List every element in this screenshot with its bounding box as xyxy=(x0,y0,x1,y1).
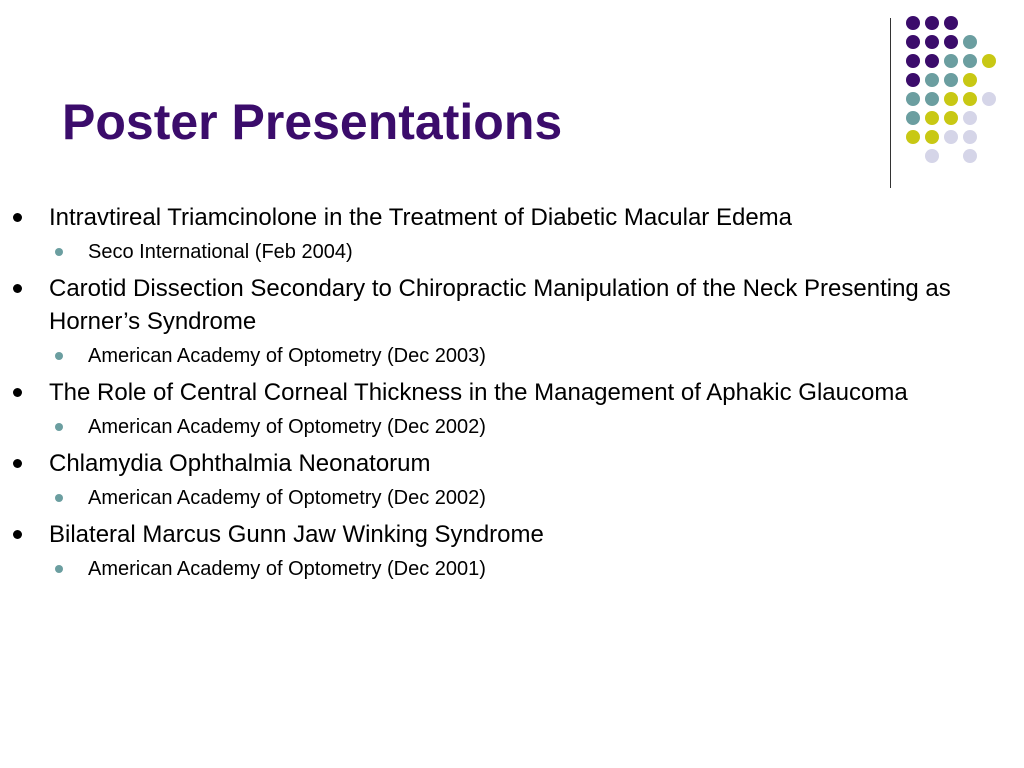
decorative-dot xyxy=(906,130,920,144)
bullet-item-1 xyxy=(0,201,1024,234)
bullet-item-3 xyxy=(0,376,1024,409)
decorative-dot xyxy=(906,92,920,106)
sub-bullet-item-2 xyxy=(0,342,1024,370)
decorative-dot xyxy=(906,35,920,49)
slide-title: Poster Presentations xyxy=(62,94,563,150)
sub-bullet-item-1 xyxy=(0,238,1024,266)
presentation-title: Intravtireal Triamcinolone in the Treatment of Diabetic Macular Edema xyxy=(49,204,793,231)
sub-bullet-item-5 xyxy=(0,555,1024,583)
presentation-venue: American Academy of Optometry (Dec 2001) xyxy=(88,558,486,580)
decorative-dot xyxy=(944,16,958,30)
decorative-dot xyxy=(906,111,920,125)
decorative-dot xyxy=(963,54,977,68)
presentation-title: Bilateral Marcus Gunn Jaw Winking Syndrome xyxy=(49,521,544,548)
sub-bullet-item-3 xyxy=(0,413,1024,441)
presentation-title: The Role of Central Corneal Thickness in the Management of Aphakic Glaucoma xyxy=(49,379,908,406)
decorative-dot xyxy=(944,54,958,68)
decorative-dot xyxy=(925,130,939,144)
decorative-dot xyxy=(963,130,977,144)
decorative-dot xyxy=(982,54,996,68)
bullet-item-4 xyxy=(0,447,1024,480)
sub-bullet-icon xyxy=(55,494,63,502)
decorative-dot xyxy=(982,92,996,106)
bullet-icon xyxy=(13,459,22,468)
bullet-list xyxy=(0,197,1024,589)
sub-bullet-icon xyxy=(55,565,63,573)
title-divider-line xyxy=(890,18,891,188)
decorative-dot xyxy=(944,35,958,49)
decorative-dot xyxy=(944,111,958,125)
decorative-dot xyxy=(925,92,939,106)
decorative-dot xyxy=(963,111,977,125)
bullet-icon xyxy=(13,388,22,397)
bullet-icon xyxy=(13,213,22,222)
decorative-dot xyxy=(906,16,920,30)
decorative-dot xyxy=(963,92,977,106)
sub-bullet-icon xyxy=(55,352,63,360)
sub-bullet-item-4 xyxy=(0,484,1024,512)
decorative-dot xyxy=(925,111,939,125)
decorative-dot-grid xyxy=(906,16,1014,166)
bullet-item-2 xyxy=(0,272,1024,338)
presentation-venue: American Academy of Optometry (Dec 2002) xyxy=(88,487,486,509)
presentation-title: Chlamydia Ophthalmia Neonatorum xyxy=(49,450,431,477)
presentation-venue: American Academy of Optometry (Dec 2002) xyxy=(88,416,486,438)
sub-bullet-icon xyxy=(55,423,63,431)
decorative-dot xyxy=(925,16,939,30)
decorative-dot xyxy=(925,54,939,68)
presentation-venue: Seco International (Feb 2004) xyxy=(88,241,353,263)
bullet-icon xyxy=(13,284,22,293)
decorative-dot xyxy=(925,149,939,163)
decorative-dot xyxy=(944,73,958,87)
presentation-title: Carotid Dissection Secondary to Chiropractic Manipulation of the Neck Presenting as Horner’s Syndrome xyxy=(49,275,951,335)
bullet-item-5 xyxy=(0,518,1024,551)
decorative-dot xyxy=(944,92,958,106)
decorative-dot xyxy=(963,35,977,49)
decorative-dot xyxy=(906,54,920,68)
decorative-dot xyxy=(944,130,958,144)
presentation-venue: American Academy of Optometry (Dec 2003) xyxy=(88,345,486,367)
decorative-dot xyxy=(925,35,939,49)
bullet-icon xyxy=(13,530,22,539)
decorative-dot xyxy=(963,73,977,87)
decorative-dot xyxy=(963,149,977,163)
decorative-dot xyxy=(925,73,939,87)
decorative-dot xyxy=(906,73,920,87)
sub-bullet-icon xyxy=(55,248,63,256)
